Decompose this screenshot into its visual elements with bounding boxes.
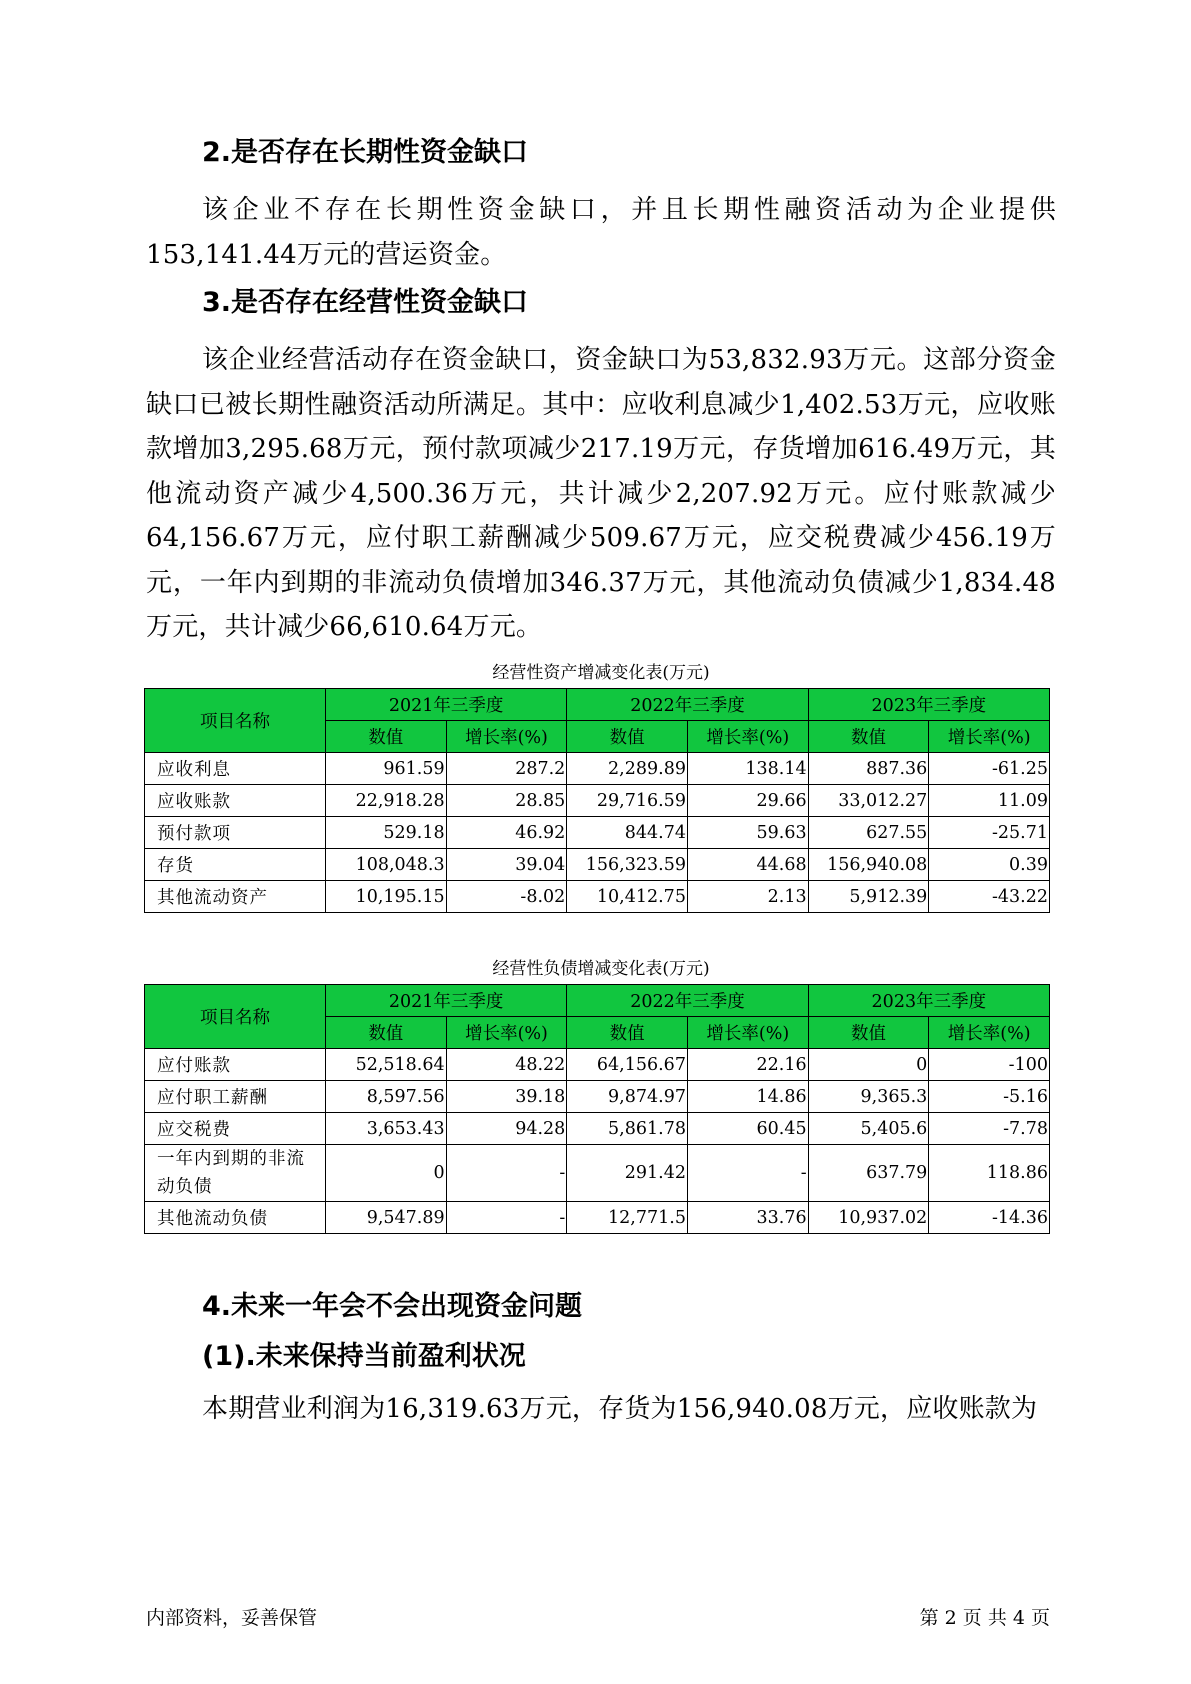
growth-cell: -8.02	[446, 881, 567, 913]
section-4-1-paragraph: 本期营业利润为16,319.63万元，存货为156,940.08万元，应收账款为	[202, 1394, 1038, 1424]
growth-cell: 48.22	[446, 1049, 567, 1081]
value-cell: 156,323.59	[567, 849, 688, 881]
value-cell: 627.55	[808, 817, 929, 849]
row-label: 应收利息	[145, 753, 326, 785]
header-period: 2022年三季度	[567, 985, 808, 1017]
header-period: 2023年三季度	[808, 689, 1049, 721]
header-growth: 增长率(%)	[446, 1017, 567, 1049]
header-growth: 增长率(%)	[929, 1017, 1050, 1049]
header-growth: 增长率(%)	[929, 721, 1050, 753]
value-cell: 5,912.39	[808, 881, 929, 913]
assets-table-body	[145, 753, 1050, 913]
header-growth: 增长率(%)	[446, 721, 567, 753]
value-cell: 9,547.89	[325, 1202, 446, 1234]
value-cell: 887.36	[808, 753, 929, 785]
growth-cell: 11.09	[929, 785, 1050, 817]
header-growth: 增长率(%)	[687, 721, 808, 753]
row-label: 一年内到期的非流动负债	[145, 1145, 326, 1202]
value-cell: 5,861.78	[567, 1113, 688, 1145]
growth-cell: 33.76	[687, 1202, 808, 1234]
growth-cell: 44.68	[687, 849, 808, 881]
footer-confidential-note: 内部资料，妥善保管	[146, 1607, 318, 1629]
liabilities-table	[144, 984, 1050, 1234]
header-item-name: 项目名称	[145, 985, 326, 1049]
value-cell: 9,365.3	[808, 1081, 929, 1113]
value-cell: 9,874.97	[567, 1081, 688, 1113]
growth-cell: 29.66	[687, 785, 808, 817]
table-row	[145, 849, 1050, 881]
header-value: 数值	[567, 721, 688, 753]
value-cell: 22,918.28	[325, 785, 446, 817]
row-label: 应交税费	[145, 1113, 326, 1145]
table-row	[145, 1202, 1050, 1234]
header-value: 数值	[567, 1017, 688, 1049]
growth-cell: -	[446, 1202, 567, 1234]
value-cell: 3,653.43	[325, 1113, 446, 1145]
value-cell: 0	[808, 1049, 929, 1081]
row-label: 应付账款	[145, 1049, 326, 1081]
growth-cell: 59.63	[687, 817, 808, 849]
header-period: 2022年三季度	[567, 689, 808, 721]
growth-cell: -61.25	[929, 753, 1050, 785]
growth-cell: 287.2	[446, 753, 567, 785]
growth-cell: 138.14	[687, 753, 808, 785]
header-period: 2021年三季度	[325, 985, 566, 1017]
value-cell: 0	[325, 1145, 446, 1202]
section-2-heading: 2.是否存在长期性资金缺口	[202, 137, 529, 168]
value-cell: 64,156.67	[567, 1049, 688, 1081]
table-row	[145, 881, 1050, 913]
growth-cell: 94.28	[446, 1113, 567, 1145]
value-cell: 637.79	[808, 1145, 929, 1202]
value-cell: 5,405.6	[808, 1113, 929, 1145]
table-row	[145, 817, 1050, 849]
value-cell: 52,518.64	[325, 1049, 446, 1081]
value-cell: 33,012.27	[808, 785, 929, 817]
section-4-heading: 4.未来一年会不会出现资金问题	[202, 1291, 583, 1322]
growth-cell: 22.16	[687, 1049, 808, 1081]
liabilities-table-body	[145, 1049, 1050, 1234]
growth-cell: 28.85	[446, 785, 567, 817]
value-cell: 961.59	[325, 753, 446, 785]
row-label: 存货	[145, 849, 326, 881]
section-2-paragraph: 该企业不存在长期性资金缺口，并且长期性融资活动为企业提供153,141.44万元的营运资金。	[146, 195, 1056, 270]
value-cell: 10,195.15	[325, 881, 446, 913]
value-cell: 529.18	[325, 817, 446, 849]
value-cell: 12,771.5	[567, 1202, 688, 1234]
value-cell: 10,937.02	[808, 1202, 929, 1234]
table-row	[145, 1081, 1050, 1113]
growth-cell: 46.92	[446, 817, 567, 849]
growth-cell: 60.45	[687, 1113, 808, 1145]
section-3-paragraph: 该企业经营活动存在资金缺口，资金缺口为53,832.93万元。这部分资金缺口已被长期性融资活动所满足。其中：应收利息减少1,402.53万元，应收账款增加3,295.68万元，预付款项减少217.19万元，存货增加616.49万元，其他流动资产减少4,500.36万元，共计减少2,207.92万元。应付账款减少64,156.67万元，应付职工薪酬减少509.67万元，应交税费减少456.19万元，一年内到期的非流动负债增加346.37万元，其他流动负债减少1,834.48万元，共计减少66,610.64万元。	[146, 345, 1056, 642]
growth-cell: -7.78	[929, 1113, 1050, 1145]
value-cell: 108,048.3	[325, 849, 446, 881]
growth-cell: -	[446, 1145, 567, 1202]
growth-cell: -	[687, 1145, 808, 1202]
value-cell: 10,412.75	[567, 881, 688, 913]
header-item-name: 项目名称	[145, 689, 326, 753]
header-period: 2021年三季度	[325, 689, 566, 721]
header-value: 数值	[808, 721, 929, 753]
table-row	[145, 1113, 1050, 1145]
row-label: 应收账款	[145, 785, 326, 817]
header-value: 数值	[325, 1017, 446, 1049]
growth-cell: 0.39	[929, 849, 1050, 881]
growth-cell: -25.71	[929, 817, 1050, 849]
row-label: 预付款项	[145, 817, 326, 849]
header-value: 数值	[808, 1017, 929, 1049]
section-4-1-heading: (1).未来保持当前盈利状况	[202, 1341, 526, 1372]
row-label: 应付职工薪酬	[145, 1081, 326, 1113]
growth-cell: 2.13	[687, 881, 808, 913]
table-row	[145, 1049, 1050, 1081]
assets-table-caption: 经营性资产增减变化表(万元)	[492, 663, 710, 683]
section-3-heading: 3.是否存在经营性资金缺口	[202, 287, 529, 318]
value-cell: 29,716.59	[567, 785, 688, 817]
growth-cell: 14.86	[687, 1081, 808, 1113]
assets-table	[144, 688, 1050, 913]
footer-page-number: 第 2 页 共 4 页	[919, 1607, 1050, 1629]
growth-cell: -5.16	[929, 1081, 1050, 1113]
table-row	[145, 753, 1050, 785]
value-cell: 156,940.08	[808, 849, 929, 881]
header-value: 数值	[325, 721, 446, 753]
growth-cell: 39.18	[446, 1081, 567, 1113]
value-cell: 8,597.56	[325, 1081, 446, 1113]
liabilities-table-caption: 经营性负债增减变化表(万元)	[492, 959, 710, 979]
value-cell: 2,289.89	[567, 753, 688, 785]
row-label: 其他流动负债	[145, 1202, 326, 1234]
table-row	[145, 1145, 1050, 1202]
growth-cell: 118.86	[929, 1145, 1050, 1202]
header-growth: 增长率(%)	[687, 1017, 808, 1049]
header-period: 2023年三季度	[808, 985, 1049, 1017]
table-row	[145, 785, 1050, 817]
growth-cell: -43.22	[929, 881, 1050, 913]
row-label: 其他流动资产	[145, 881, 326, 913]
growth-cell: -14.36	[929, 1202, 1050, 1234]
growth-cell: -100	[929, 1049, 1050, 1081]
value-cell: 844.74	[567, 817, 688, 849]
value-cell: 291.42	[567, 1145, 688, 1202]
growth-cell: 39.04	[446, 849, 567, 881]
